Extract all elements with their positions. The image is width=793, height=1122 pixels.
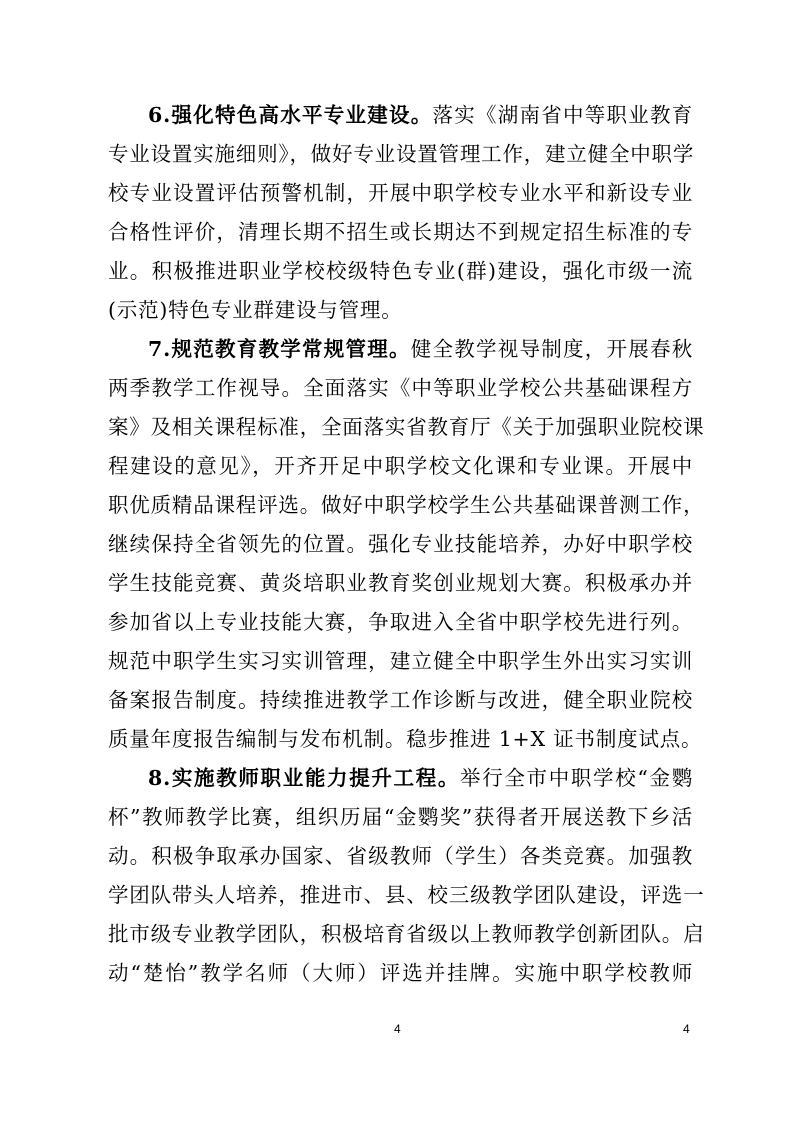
paragraph-6-text: 落实《湖南省中等职业教育 — [432, 103, 693, 127]
paragraph-7-line-10: 备案报告制度。持续推进教学工作诊断与改进，健全职业院校 — [108, 688, 693, 712]
paragraph-6-heading: 6.强化特色高水平专业建设。 — [148, 103, 433, 127]
paragraph-6-line-2: 专业设置实施细则》，做好专业设置管理工作，建立健全中职学 — [108, 142, 695, 166]
paragraph-8-line-3: 动。积极争取承办国家、省级教师（学生）各类竞赛。加强教 — [108, 844, 693, 868]
page-number-right: 4 — [683, 1022, 690, 1036]
page-number-center: 4 — [394, 1022, 401, 1036]
paragraph-8-line-2: 杯”教师教学比赛，组织历届“金鹦奖”获得者开展送教下乡活 — [108, 805, 693, 829]
paragraph-7-line-7: 学生技能竞赛、黄炎培职业教育奖创业规划大赛。积极承办并 — [108, 571, 693, 595]
paragraph-8-text: 举行全市中职学校“金鹦 — [460, 766, 693, 790]
paragraph-8-line-1 — [108, 759, 693, 798]
paragraph-6-line-5: 业。积极推进职业学校校级特色专业(群)建设，强化市级一流 — [108, 259, 693, 283]
paragraph-7-line-3: 案》及相关课程标准，全面落实省教育厅《关于加强职业院校课 — [108, 415, 705, 439]
paragraph-7-heading: 7.规范教育教学常规管理。 — [148, 337, 411, 361]
paragraph-7-line-6: 继续保持全省领先的位置。强化专业技能培养，办好中职学校 — [108, 532, 693, 556]
document-body — [108, 96, 705, 993]
paragraph-8-line-6: 动“楚怡”教学名师（大师）评选并挂牌。实施中职学校教师 — [108, 961, 693, 985]
paragraph-7-line-2: 两季教学工作视导。全面落实《中等职业学校公共基础课程方 — [108, 376, 693, 400]
paragraph-7-line-11: 质量年度报告编制与发布机制。稳步推进 1+X 证书制度试点。 — [108, 727, 703, 751]
paragraph-8-line-5: 批市级专业教学团队，积极培育省级以上教师教学创新团队。启 — [108, 922, 705, 946]
paragraph-8-line-4: 学团队带头人培养，推进市、县、校三级教学团队建设，评选一 — [108, 883, 705, 907]
paragraph-6-line-1 — [108, 96, 693, 135]
paragraph-7-text: 健全教学视导制度，开展春秋 — [410, 337, 693, 361]
paragraph-7-line-8: 参加省以上专业技能大赛，争取进入全省中职学校先进行列。 — [108, 610, 693, 634]
paragraph-7-line-4: 程建设的意见》，开齐开足中职学校文化课和专业课。开展中 — [108, 454, 693, 478]
paragraph-7-line-1 — [108, 330, 693, 369]
paragraph-6-line-6: (示范)特色专业群建设与管理。 — [108, 298, 403, 322]
paragraph-6-line-3: 校专业设置评估预警机制，开展中职学校专业水平和新设专业 — [108, 181, 693, 205]
paragraph-6-line-4: 合格性评价，清理长期不招生或长期达不到规定招生标准的专 — [108, 220, 693, 244]
paragraph-7-line-9: 规范中职学生实习实训管理，建立健全中职学生外出实习实训 — [108, 649, 693, 673]
paragraph-8-heading: 8.实施教师职业能力提升工程。 — [148, 766, 461, 790]
paragraph-7-line-5: 职优质精品课程评选。做好中职学校学生公共基础课普测工作， — [108, 493, 705, 517]
